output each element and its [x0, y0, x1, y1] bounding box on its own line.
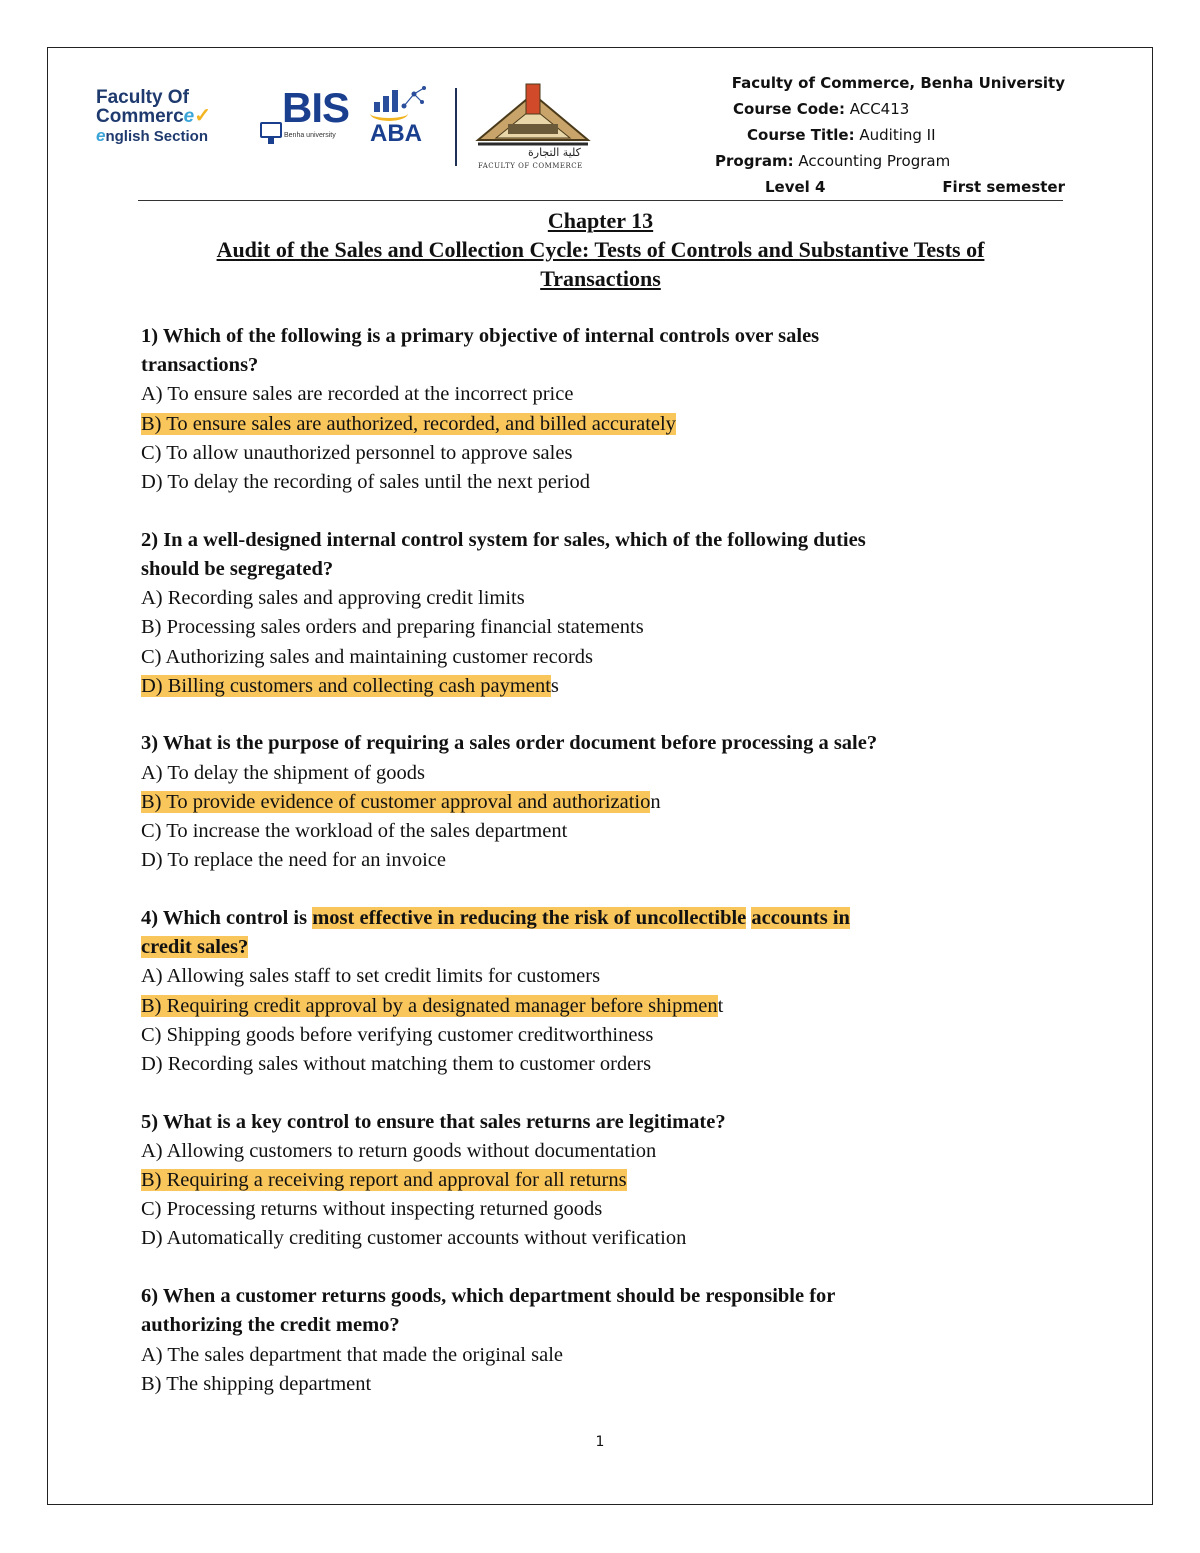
answer-option	[141, 643, 1061, 672]
course-code-label: Course Code:	[733, 100, 845, 118]
answer-option-correct	[141, 788, 1061, 817]
monitor-stand	[268, 138, 274, 144]
question-text: 5) What is a key control to ensure that sales returns are legitimate?	[141, 1110, 726, 1133]
option-text-highlighted: B) To provide evidence of customer approval and authorizatio	[141, 790, 651, 813]
course-code-value: ACC413	[849, 100, 910, 118]
aba-logo	[370, 84, 430, 164]
question-text: 3) What is the purpose of requiring a sales order document before processing a sale?	[141, 732, 878, 755]
answer-option	[141, 380, 1061, 409]
question-item	[141, 322, 1061, 497]
question-text: 1) Which of the following is a primary objective of internal controls over sales	[141, 325, 820, 347]
question-item	[141, 1108, 1061, 1254]
option-text: C) Shipping goods before verifying customer creditworthiness	[141, 1023, 654, 1046]
chapter-heading: Chapter 13	[547, 208, 654, 233]
chapter-title-block	[138, 206, 1063, 293]
semester-value: First semester	[942, 178, 1065, 196]
question-text-highlighted: credit sales?	[141, 936, 249, 959]
faculty-caption: FACULTY OF COMMERCE	[478, 162, 583, 170]
answer-option	[141, 1050, 1061, 1079]
answer-option	[141, 962, 1061, 991]
question-text-plain: 4) Which control is	[141, 906, 313, 929]
option-text-highlighted: B) Requiring a receiving report and approval for all returns	[141, 1169, 627, 1192]
logo-text-line	[96, 126, 246, 146]
option-text: A) To ensure sales are recorded at the incorrect price	[141, 383, 574, 406]
logo-text: Commerc	[96, 106, 184, 127]
logo-text: e	[183, 106, 195, 127]
document-header	[90, 68, 1065, 198]
logo-divider	[455, 88, 457, 166]
institution-name: Faculty of Commerce, Benha University	[731, 74, 1065, 92]
logo-strip	[90, 80, 610, 190]
option-text: D) To delay the recording of sales until the next period	[141, 471, 591, 494]
logo-text: nglish Section	[105, 128, 208, 145]
option-text: D) Automatically crediting customer accounts without verification	[141, 1227, 687, 1250]
answer-option	[141, 1341, 1061, 1370]
course-title-value: Auditing II	[859, 126, 936, 144]
program-label: Program:	[715, 152, 794, 170]
bis-logo	[260, 84, 350, 154]
course-title-label: Course Title:	[747, 126, 855, 144]
chapter-subtitle-line: Audit of the Sales and Collection Cycle: Tests of Controls and Substantive Tests of	[216, 237, 985, 262]
answer-option-correct	[141, 1166, 1061, 1195]
question-text: authorizing the credit memo?	[141, 1314, 400, 1337]
answer-option	[141, 1370, 1061, 1399]
question-text	[141, 933, 1061, 962]
faculty-of-commerce-logo	[468, 80, 598, 175]
monitor-icon	[260, 122, 282, 138]
option-text: D) Recording sales without matching them to customer orders	[141, 1052, 652, 1075]
option-text: C) To allow unauthorized personnel to approve sales	[141, 441, 573, 464]
logo-text-line	[96, 107, 246, 126]
program-line	[715, 148, 1065, 174]
logo-text-line: Faculty Of	[96, 87, 189, 108]
logo-text: e	[96, 126, 106, 145]
option-text: D) To replace the need for an invoice	[141, 849, 446, 872]
chapter-subtitle-line: Transactions	[540, 266, 661, 291]
option-text: t	[717, 994, 724, 1017]
option-text: A) The sales department that made the original sale	[141, 1343, 564, 1366]
question-text-highlighted: accounts in	[751, 906, 850, 929]
question-item	[141, 526, 1061, 701]
answer-option	[141, 468, 1061, 497]
question-text-highlighted: most effective in reducing the risk of uncollectible	[312, 906, 747, 929]
page-number: 1	[595, 1434, 605, 1450]
option-text: C) To increase the workload of the sales department	[141, 820, 568, 843]
question-text: 2) In a well-designed internal control system for sales, which of the following duties	[141, 528, 866, 551]
answer-option	[141, 1021, 1061, 1050]
question-text: should be segregated?	[141, 557, 334, 580]
option-text-highlighted: B) To ensure sales are authorized, recorded, and billed accurately	[141, 412, 676, 435]
bis-logo-subtext: Benha university	[284, 132, 336, 139]
aba-logo-text: ABA	[370, 120, 422, 147]
option-text: B) The shipping department	[141, 1372, 372, 1395]
program-value: Accounting Program	[798, 152, 951, 170]
answer-option	[141, 1195, 1061, 1224]
answer-option	[141, 439, 1061, 468]
answer-option	[141, 613, 1061, 642]
option-text: C) Processing returns without inspecting returned goods	[141, 1198, 603, 1221]
question-text	[141, 904, 1061, 933]
option-text-highlighted: B) Requiring credit approval by a designated manager before shipmen	[141, 994, 718, 1017]
option-text-highlighted: D) Billing customers and collecting cash payment	[141, 674, 551, 697]
option-text: B) Processing sales orders and preparing financial statements	[141, 616, 644, 639]
answer-option-correct	[141, 410, 1061, 439]
checkmark-icon: ✓	[194, 105, 211, 127]
level-semester-line	[715, 174, 1065, 200]
course-title-line	[715, 122, 1065, 148]
answer-option-correct	[141, 992, 1061, 1021]
option-text: s	[550, 674, 559, 697]
question-text: 6) When a customer returns goods, which department should be responsible for	[141, 1285, 836, 1308]
course-code-line	[715, 96, 1065, 122]
option-text: A) Allowing customers to return goods without documentation	[141, 1139, 657, 1162]
answer-option	[141, 1224, 1061, 1253]
course-info	[715, 70, 1065, 200]
question-text: transactions?	[141, 354, 259, 377]
answer-option	[141, 846, 1061, 875]
answer-option	[141, 759, 1061, 788]
option-text: A) Recording sales and approving credit limits	[141, 587, 525, 610]
answer-option-correct	[141, 672, 1061, 701]
faculty-arabic-name: كلية التجارة	[528, 146, 581, 159]
question-item	[141, 729, 1061, 875]
bis-logo-text: BIS	[282, 84, 350, 131]
swoosh-icon	[370, 106, 408, 121]
answer-option	[141, 817, 1061, 846]
faculty-english-section-logo	[96, 88, 246, 146]
question-list	[141, 322, 1061, 1428]
level-value: Level 4	[765, 178, 826, 196]
answer-option	[141, 1137, 1061, 1166]
option-text: n	[650, 790, 661, 813]
option-text: C) Authorizing sales and maintaining customer records	[141, 645, 594, 668]
question-item	[141, 904, 1061, 1079]
question-item	[141, 1282, 1061, 1399]
faculty-building-emblem-icon	[468, 80, 598, 150]
answer-option	[141, 584, 1061, 613]
option-text: A) Allowing sales staff to set credit limits for customers	[141, 965, 601, 988]
header-divider	[138, 200, 1063, 201]
option-text: A) To delay the shipment of goods	[141, 761, 426, 784]
